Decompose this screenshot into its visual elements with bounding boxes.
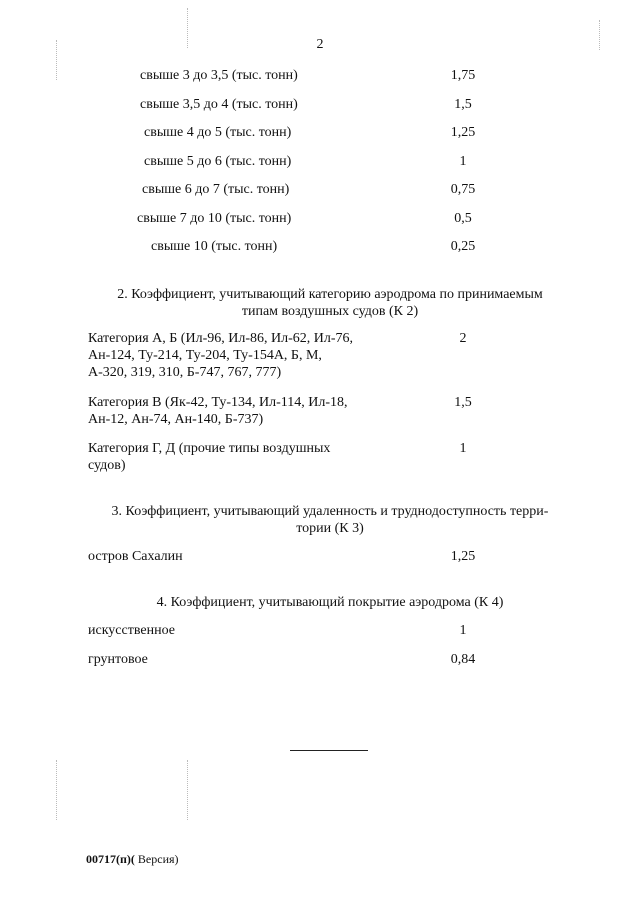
scan-artifact: [56, 760, 57, 820]
row-label: Категория В (Як-42, Ту-134, Ил-114, Ил-18, Ан-12, Ан-74, Ан-140, Б-737): [88, 395, 348, 427]
row-value: 1,5: [454, 395, 472, 410]
heading-line: тории (К 3): [296, 521, 364, 536]
row-value: 1,25: [450, 125, 476, 140]
footer-code: 00717(п)(: [86, 852, 135, 866]
row-value: 1: [459, 154, 467, 169]
scan-artifact: [187, 760, 188, 820]
row-value: 1,5: [454, 97, 472, 112]
row-label: свыше 5 до 6 (тыс. тонн): [144, 154, 292, 169]
row-value: 1,75: [450, 68, 476, 83]
row-label: грунтовое: [88, 652, 148, 667]
row-label: свыше 6 до 7 (тыс. тонн): [142, 182, 290, 197]
row-value: 0,25: [450, 239, 476, 254]
row-value: 1,25: [450, 549, 476, 564]
row-label: остров Сахалин: [88, 549, 183, 564]
row-label: свыше 10 (тыс. тонн): [151, 239, 278, 254]
section-heading: 4. Коэффициент, учитывающий покрытие аэродрома (К 4): [156, 595, 504, 610]
row-value: 0,84: [450, 652, 476, 667]
section-heading: [60, 503, 600, 537]
row-label: Категория Г, Д (прочие типы воздушных судов): [88, 441, 331, 473]
row-label: свыше 4 до 5 (тыс. тонн): [144, 125, 292, 140]
heading-line: 3. Коэффициент, учитывающий удаленность и труднодоступность терри-: [111, 504, 549, 519]
row-value: 0,5: [454, 211, 472, 226]
row-value: 1: [459, 441, 467, 456]
row-label: искусственное: [88, 623, 175, 638]
section-heading: [60, 286, 600, 320]
row-label: Категория А, Б (Ил-96, Ил-86, Ил-62, Ил-76, Ан-124, Ту-214, Ту-204, Ту-154А, Б, М, А-320, 319, 310, Б-747, 767, 777): [88, 331, 354, 380]
footer-version: Версия): [134, 852, 179, 866]
row-value: 0,75: [450, 182, 476, 197]
row-value: 1: [459, 623, 467, 638]
row-label: свыше 3,5 до 4 (тыс. тонн): [140, 97, 298, 112]
row-label: свыше 3 до 3,5 (тыс. тонн): [140, 68, 298, 83]
page-number: 2: [316, 37, 324, 52]
footer: [86, 852, 179, 867]
row-label: свыше 7 до 10 (тыс. тонн): [137, 211, 292, 226]
separator-line: [290, 750, 368, 751]
heading-line: 2. Коэффициент, учитывающий категорию аэродрома по принимаемым: [117, 287, 543, 302]
row-value: 2: [459, 331, 467, 346]
heading-line: типам воздушных судов (К 2): [241, 304, 419, 319]
